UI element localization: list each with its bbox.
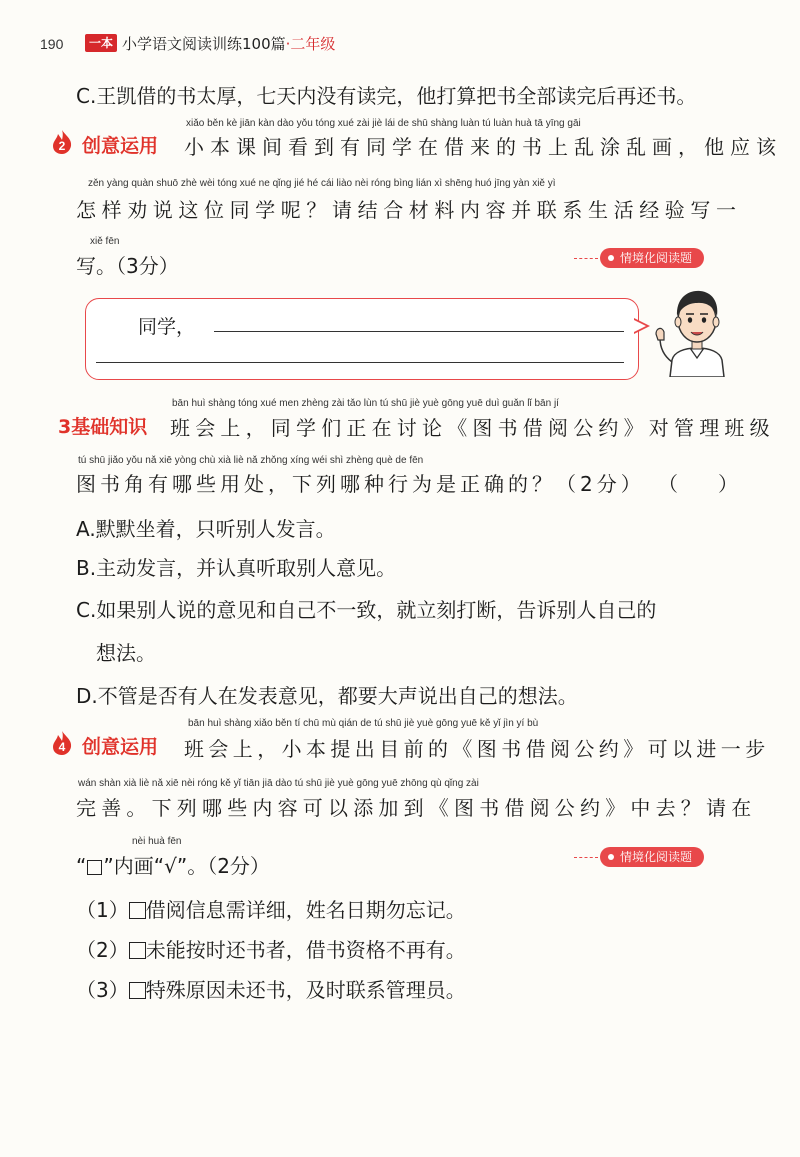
q4-text-1: 班会上，小本提出目前的《图书借阅公约》可以进一步 (184, 737, 770, 761)
q2-pinyin-2: zěn yàng quàn shuō zhè wèi tóng xué ne qǐng jié hé cái liào nèi róng bìng lián xì shēng huó jīng yàn xiě yì (88, 178, 556, 189)
speech-tail-inner (634, 320, 646, 332)
q2-text-2: 怎样劝说这位同学呢？请结合材料内容并联系生活经验写一 (76, 198, 742, 222)
q4-label: 创意运用 (82, 736, 159, 758)
flame-icon (52, 130, 72, 154)
q2-pinyin-3: xiě fēn (90, 236, 120, 247)
q4-item-2[interactable] (76, 934, 466, 963)
q3-option-a[interactable]: A.默默坐着，只听别人发言。 (76, 517, 336, 541)
q4-item-3[interactable] (76, 974, 466, 1003)
q3-option-c[interactable]: C.如果别人说的意见和自己不一致，就立刻打断，告诉别人自己的 (76, 598, 657, 622)
q4-item-3-num: （3） (76, 978, 129, 1002)
page-number: 190 (40, 36, 64, 52)
q4-item-1-text: 借阅信息需详细，姓名日期勿忘记。 (145, 898, 466, 922)
checkbox[interactable] (129, 982, 146, 999)
q3-answer-blank[interactable]: （ ） (658, 472, 738, 496)
q4-number: 4 (58, 740, 66, 754)
q3-text-1: 班会上，同学们正在讨论《图书借阅公约》对管理班级 (170, 416, 775, 440)
brand-logo: 一本 (85, 34, 117, 52)
q3-label-wrap (58, 412, 147, 439)
q4-item-2-num: （2） (76, 938, 129, 962)
q4-item-3-text: 特殊原因未还书，及时联系管理员。 (145, 978, 466, 1002)
q4-quote-open: “ (76, 854, 87, 878)
q1-option-c: C.王凯借的书太厚，七天内没有读完，他打算把书全部读完后再还书。 (76, 84, 697, 108)
q2-text-1: 小本课间看到有同学在借来的书上乱涂乱画，他应该 (184, 135, 782, 159)
book-grade: ·二年级 (285, 35, 336, 53)
flame-icon (52, 731, 72, 755)
answer-line-1[interactable] (214, 331, 624, 332)
q4-text-3-rest: ”内画“√”。（2分） (103, 854, 270, 878)
book-title-text: 小学语文阅读训练100篇 (122, 35, 286, 53)
q4-pinyin-2: wán shàn xià liè nǎ xiē nèi róng kě yǐ tiān jiā dào tú shū jiè yuè gōng yuē zhōng qù qǐng zài (78, 778, 479, 789)
tag-rule (574, 258, 598, 259)
q3-pinyin-1: bān huì shàng tóng xué men zhèng zài tǎo lùn tú shū jiè yuè gōng yuē duì guǎn lǐ bān jí (172, 398, 559, 409)
answer-box (85, 298, 639, 380)
q4-item-1[interactable] (76, 894, 466, 923)
q3-option-c-cont[interactable]: 想法。 (96, 641, 156, 665)
checkbox[interactable] (129, 942, 146, 959)
q3-pinyin-2: tú shū jiǎo yǒu nǎ xiē yòng chù xià liè nǎ zhǒng xíng wéi shì zhèng què de fēn (78, 455, 424, 466)
q4-pinyin-3: nèi huà fēn (132, 836, 182, 847)
q3-number: 3 (58, 416, 72, 438)
answer-greeting: 同学， (138, 316, 196, 338)
boy-avatar (650, 282, 745, 377)
tag-rule (574, 857, 598, 858)
q2-number: 2 (58, 139, 66, 153)
q3-option-d[interactable]: D.不管是否有人在发表意见，都要大声说出自己的想法。 (76, 684, 578, 708)
answer-line-2[interactable] (96, 362, 624, 363)
q2-pinyin-1: xiǎo běn kè jiān kàn dào yǒu tóng xué zài jiè lái de shū shàng luàn tú luàn huà tā yīng gāi (186, 118, 581, 129)
q2-label: 创意运用 (82, 135, 159, 157)
q4-item-1-num: （1） (76, 898, 129, 922)
box-glyph-icon (87, 860, 102, 875)
q2-tag: 情境化阅读题 (600, 248, 704, 268)
checkbox[interactable] (129, 902, 146, 919)
book-title (122, 33, 335, 54)
q4-item-2-text: 未能按时还书者，借书资格不再有。 (145, 938, 466, 962)
q3-label: 基础知识 (71, 416, 148, 438)
q3-text-2: 图书角有哪些用处，下列哪种行为是正确的？（2分） (76, 472, 645, 496)
q4-tag: 情境化阅读题 (600, 847, 704, 867)
q2-text-3: 写。（3分） (76, 254, 179, 278)
q4-pinyin-1: bān huì shàng xiǎo běn tí chū mù qián de tú shū jiè yuè gōng yuē kě yǐ jìn yí bù (188, 718, 539, 729)
q3-option-b[interactable]: B.主动发言，并认真听取别人意见。 (76, 556, 397, 580)
q4-text-2: 完善。下列哪些内容可以添加到《图书借阅公约》中去？请在 (76, 796, 757, 820)
q4-text-3 (76, 850, 270, 879)
